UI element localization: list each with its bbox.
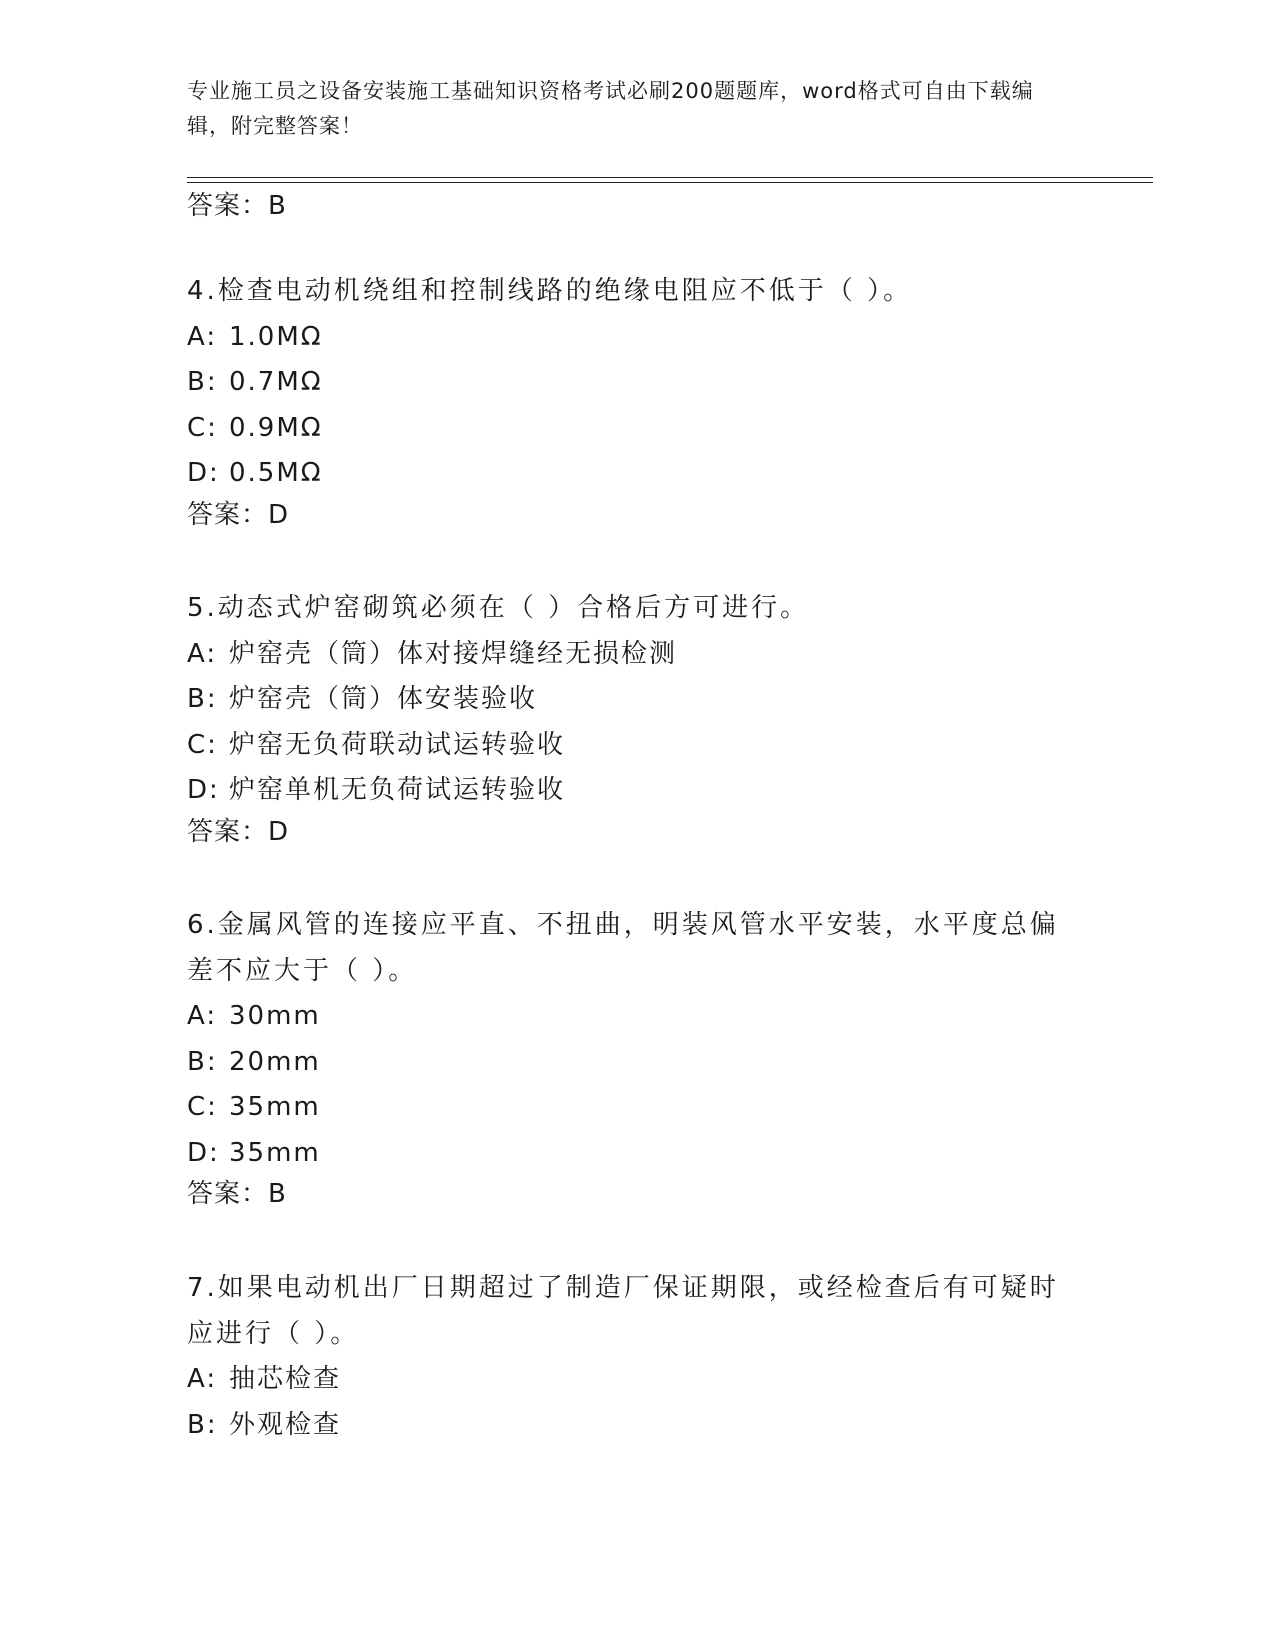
option-text: 35mm xyxy=(229,1137,321,1168)
option-label: B: xyxy=(187,684,218,714)
option-text: 外观检查 xyxy=(229,1409,342,1440)
option-label: D: xyxy=(187,775,220,805)
option-label: A: xyxy=(187,1364,218,1394)
option-text: 炉窑壳（筒）体安装验收 xyxy=(229,684,538,714)
option-text: 炉窑无负荷联动试运转验收 xyxy=(229,729,566,760)
option-label: A: xyxy=(187,321,218,352)
option-label: C: xyxy=(187,729,218,760)
option-c xyxy=(187,1085,1087,1131)
header-rule-top xyxy=(187,177,1153,178)
option-d xyxy=(187,1131,1087,1177)
answer-line: 答案：B xyxy=(187,1179,287,1209)
option-c xyxy=(187,723,1087,769)
option-label: A: xyxy=(187,1001,218,1031)
question-text: 5.动态式炉窑砌筑必须在（ ）合格后方可进行。 xyxy=(187,593,810,623)
option-label: C: xyxy=(187,412,218,443)
answer-line: 答案：D xyxy=(187,816,290,847)
option-b xyxy=(187,1403,1087,1449)
option-text: 抽芯检查 xyxy=(229,1364,342,1394)
option-label: C: xyxy=(187,1092,218,1122)
option-label: B: xyxy=(187,1046,218,1077)
option-a xyxy=(187,994,1087,1040)
option-c xyxy=(187,406,1087,452)
option-text: 0.7MΩ xyxy=(229,367,323,397)
question-text: 4.检查电动机绕组和控制线路的绝缘电阻应不低于（ ）。 xyxy=(187,276,913,306)
answer-line: 答案：B xyxy=(187,191,287,221)
question-text: 6.金属风管的连接应平直、不扭曲，明装风管水平安装，水平度总偏差不应大于（ ）。 xyxy=(187,910,1059,986)
option-text: 35mm xyxy=(229,1092,321,1122)
option-a xyxy=(187,315,1087,361)
option-text: 20mm xyxy=(229,1046,321,1077)
option-label: D: xyxy=(187,458,220,488)
question-block-6 xyxy=(187,903,1087,1222)
option-d xyxy=(187,451,1087,497)
question-block-5 xyxy=(187,586,1087,860)
option-label: A: xyxy=(187,638,218,669)
option-text: 1.0MΩ xyxy=(229,321,323,352)
option-d xyxy=(187,768,1087,814)
document-header: 专业施工员之设备安装施工基础知识资格考试必刷200题题库，word格式可自由下载编辑，附完整答案！ xyxy=(187,79,1034,138)
answer-block-q3 xyxy=(187,188,1087,234)
option-label: D: xyxy=(187,1137,220,1168)
question-block-4 xyxy=(187,269,1087,543)
option-a xyxy=(187,1357,1087,1403)
option-text: 炉窑单机无负荷试运转验收 xyxy=(229,775,566,805)
option-text: 炉窑壳（筒）体对接焊缝经无损检测 xyxy=(229,638,678,669)
option-b xyxy=(187,1040,1087,1086)
option-label: B: xyxy=(187,1409,218,1440)
option-b xyxy=(187,360,1087,406)
option-text: 0.5MΩ xyxy=(229,458,323,488)
question-block-7 xyxy=(187,1266,1087,1448)
option-a xyxy=(187,632,1087,678)
option-text: 30mm xyxy=(229,1001,321,1031)
option-text: 0.9MΩ xyxy=(229,412,323,443)
option-label: B: xyxy=(187,367,218,397)
header-rule-bottom xyxy=(187,182,1153,183)
option-b xyxy=(187,677,1087,723)
answer-line: 答案：D xyxy=(187,499,290,530)
question-text: 7.如果电动机出厂日期超过了制造厂保证期限，或经检查后有可疑时应进行（ ）。 xyxy=(187,1273,1059,1349)
